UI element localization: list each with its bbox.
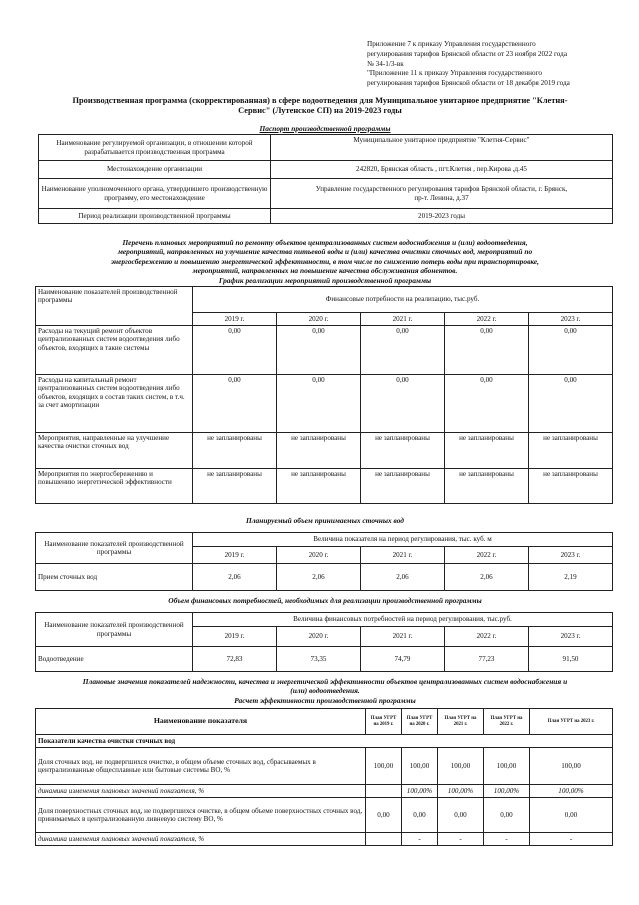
title-line-2: Сервис" (Лутенское СП) на 2019-2023 годы: [238, 106, 402, 116]
cell-value: 0,00: [445, 375, 529, 433]
cell-value: не запланированы: [529, 433, 613, 469]
row-label: Доля поверхностных сточных вод, не подвергшихся очистке, в общем объеме поверхностных сточных вод, принимаемых в централизованную ливневую систему ВО, %: [36, 798, 366, 833]
volume-heading: Планируемый объем принимаемых сточных вод: [246, 516, 404, 525]
measures-heading-line: мероприятий, направленных на улучшение качества питьевой воды и (или) качества очистки сточных вод, мероприятий по: [117, 247, 533, 257]
table-row: [36, 469, 613, 504]
cell-value: 100,00%: [530, 785, 613, 798]
year-header: 2023 г.: [529, 627, 613, 647]
row-label: Расходы на текущий ремонт объектов централизованных систем водоотведения либо объектов, входящих в такие системы: [36, 326, 193, 375]
cell-value: 0,00: [529, 326, 613, 375]
header-line: регулирования тарифов Брянской области от 18 декабря 2019 года: [367, 79, 570, 88]
passport-row: [39, 161, 613, 179]
cell-value: -: [438, 833, 484, 846]
passport-heading: Паспорт производственной программы: [259, 124, 391, 133]
cell-value: 0,00: [277, 375, 361, 433]
cell-value: не запланированы: [445, 469, 529, 504]
cell-value: 100,00: [530, 748, 613, 785]
table-row: [36, 564, 613, 591]
cell-value: не запланированы: [193, 433, 277, 469]
cell-value: [366, 785, 402, 798]
cell-value: 0,00: [366, 798, 402, 833]
cell-value: 73,35: [277, 647, 361, 672]
reliability-heading-line: (или) водоотведения.: [290, 686, 360, 696]
measures-heading: [38, 238, 612, 285]
passport-row: [39, 209, 613, 224]
cell-value: не запланированы: [277, 433, 361, 469]
col-value-group: Величина финансовых потребностей на период регулирования, тыс.руб.: [193, 613, 613, 627]
passport-row: [39, 179, 613, 209]
cell-value: 100,00: [402, 748, 438, 785]
col-indicator-name: Наименование показателей производственной программы: [36, 613, 193, 647]
cell-value: 100,00: [438, 748, 484, 785]
col-indicator-name: Наименование показателей производственной программы: [36, 533, 193, 564]
volume-header-row: [36, 533, 613, 547]
cell-value: не запланированы: [193, 469, 277, 504]
cell-value: [366, 833, 402, 846]
year-header: 2020 г.: [277, 547, 361, 564]
measures-heading-line: мероприятий, направленных на повышение качества обслуживания абонентов.: [192, 266, 458, 276]
cell-value: 0,00: [193, 326, 277, 375]
reliability-header-row: [36, 709, 613, 735]
row-label: Доля сточных вод, не подвергшихся очистке, в общем объеме сточных вод, сбрасываемых в централизованные общесплавные или бытовые системы ВО, %: [36, 748, 366, 785]
cell-value: 0,00: [438, 798, 484, 833]
header-line: № 34-1/3-вк: [367, 59, 404, 68]
header-line: регулирования тарифов Брянской области от 23 ноября 2022 года: [367, 49, 568, 58]
col-plan-2023: План УГРТ на 2023 г.: [530, 709, 613, 735]
table-row: [36, 748, 613, 785]
passport-row: [39, 135, 613, 161]
cell-value: 0,00: [277, 326, 361, 375]
order-header: [367, 40, 617, 89]
col-plan-2022: План УГРТ на 2022 г.: [484, 709, 530, 735]
cell-value: 2,06: [445, 564, 529, 591]
finance-header-row: [36, 613, 613, 627]
col-indicator-name: Наименование показателей производственной программы: [36, 287, 193, 326]
cell-value: 0,00: [193, 375, 277, 433]
cell-value: -: [530, 833, 613, 846]
table-row: [36, 375, 613, 433]
cell-value: 0,00: [402, 798, 438, 833]
year-header: 2022 г.: [445, 547, 529, 564]
cell-value: не запланированы: [529, 469, 613, 504]
col-plan-2019: План УГРТ на 2019 г.: [366, 709, 402, 735]
table-row: [36, 833, 613, 846]
cell-value: 0,00: [445, 326, 529, 375]
row-label: динамика изменения плановых значений показателя, %: [36, 833, 366, 846]
measures-heading-line: энергосбережению и повышению энергетической эффективности, в том числе по снижению потерь воды при транспортировке,: [110, 256, 540, 266]
year-header: 2023 г.: [529, 313, 613, 326]
cell-value: не запланированы: [277, 469, 361, 504]
passport-table: [38, 134, 613, 224]
measures-table: [35, 286, 613, 504]
row-label: Мероприятия, направленные на улучшение качества очистки сточных вод: [36, 433, 193, 469]
cell-value: не запланированы: [445, 433, 529, 469]
year-header: 2019 г.: [193, 627, 277, 647]
passport-value: Муниципальное унитарное предприятие "Клетня-Сервис": [271, 135, 613, 161]
header-line: "Приложение 11 к приказу Управления государственного: [367, 69, 542, 78]
year-header: 2022 г.: [445, 313, 529, 326]
cell-value: 100,00%: [484, 785, 530, 798]
cell-value: 0,00: [361, 375, 445, 433]
cell-value: 74,79: [361, 647, 445, 672]
cell-value: 0,00: [361, 326, 445, 375]
section-row: [36, 735, 613, 748]
cell-value: 72,83: [193, 647, 277, 672]
cell-value: не запланированы: [361, 433, 445, 469]
col-plan-2020: План УГРТ на 2020 г.: [402, 709, 438, 735]
row-label: динамика изменения плановых значений показателя, %: [36, 785, 366, 798]
passport-value: 242820, Брянская область , пгт.Клетня , пер.Кирова ,д.45: [271, 161, 613, 179]
col-value-group: Величина показателя на период регулирования, тыс. куб. м: [193, 533, 613, 547]
finance-heading: Объем финансовых потребностей, необходимых для реализации производственной программы: [168, 596, 482, 605]
col-plan-2021: План УГРТ на 2021 г.: [438, 709, 484, 735]
cell-value: 0,00: [530, 798, 613, 833]
calc-heading: Расчет эффективности производственной программы: [234, 695, 416, 705]
passport-label: Наименование уполномоченного органа, утвердившего производственную программу, его местонахождение: [39, 179, 271, 209]
cell-value: -: [484, 833, 530, 846]
year-header: 2019 г.: [193, 313, 277, 326]
cell-value: 0,00: [484, 798, 530, 833]
cell-value: 77,23: [445, 647, 529, 672]
schedule-heading: График реализации мероприятий производственной программы: [218, 275, 432, 285]
table-row: [36, 433, 613, 469]
year-header: 2022 г.: [445, 627, 529, 647]
col-indicator: Наименование показателя: [36, 709, 366, 735]
row-label: Мероприятия по энергосбережению и повышению энергетической эффективности: [36, 469, 193, 504]
cell-value: 2,06: [193, 564, 277, 591]
cell-value: 2,06: [277, 564, 361, 591]
table-row: [36, 798, 613, 833]
measures-heading-line: Перечень плановых мероприятий по ремонту объектов централизованных систем водоснабжения и (или) водоотведения,: [122, 238, 528, 247]
passport-label: Наименование регулируемой организации, в отношении которой разрабатывается производственная программа: [39, 135, 271, 161]
volume-table: [35, 532, 613, 591]
year-header: 2020 г.: [277, 313, 361, 326]
year-header: 2021 г.: [361, 313, 445, 326]
finance-table: [35, 612, 613, 672]
passport-value: 2019-2023 годы: [271, 209, 613, 224]
table-row: [36, 647, 613, 672]
cell-value: 2,06: [361, 564, 445, 591]
year-header: 2023 г.: [529, 547, 613, 564]
col-financial-needs: Финансовые потребности на реализацию, тыс.руб.: [193, 287, 613, 313]
cell-value: 100,00: [366, 748, 402, 785]
passport-label: Местонахождение организации: [39, 161, 271, 179]
measures-header-row: [36, 287, 613, 313]
title-line-1: Производственная программа (скорректированная) в сфере водоотведения для Муниципальное унитарное предприятие "Клетня-: [72, 96, 568, 105]
cell-value: не запланированы: [361, 469, 445, 504]
cell-value: 91,50: [529, 647, 613, 672]
row-label: Расходы на капитальный ремонт централизованных систем водоотведения либо объектов, входящих в состав таких систем, в т.ч. за счет амортизации: [36, 375, 193, 433]
year-header: 2020 г.: [277, 627, 361, 647]
reliability-heading: [38, 677, 612, 705]
cell-value: -: [402, 833, 438, 846]
document-title: [40, 96, 600, 117]
header-line: Приложение 7 к приказу Управления государственного: [367, 40, 536, 48]
table-row: [36, 326, 613, 375]
passport-label: Период реализации производственной программы: [39, 209, 271, 224]
table-row: [36, 785, 613, 798]
reliability-heading-line: Плановые значения показателей надежности, качества и энергетической эффективности объектов централизованных систем водоснабжения и: [82, 677, 568, 686]
year-header: 2019 г.: [193, 547, 277, 564]
row-label: Прием сточных вод: [36, 564, 193, 591]
year-header: 2021 г.: [361, 627, 445, 647]
row-label: Водоотведение: [36, 647, 193, 672]
cell-value: 100,00%: [402, 785, 438, 798]
passport-value: Управление государственного регулирования тарифов Брянской области, г. Брянск, пр-т. Ленина, д.37: [271, 179, 613, 209]
cell-value: 0,00: [529, 375, 613, 433]
cell-value: 2,19: [529, 564, 613, 591]
cell-value: 100,00: [484, 748, 530, 785]
section-title: Показатели качества очистки сточных вод: [36, 735, 613, 748]
reliability-table: [35, 708, 613, 846]
year-header: 2021 г.: [361, 547, 445, 564]
cell-value: 100,00%: [438, 785, 484, 798]
